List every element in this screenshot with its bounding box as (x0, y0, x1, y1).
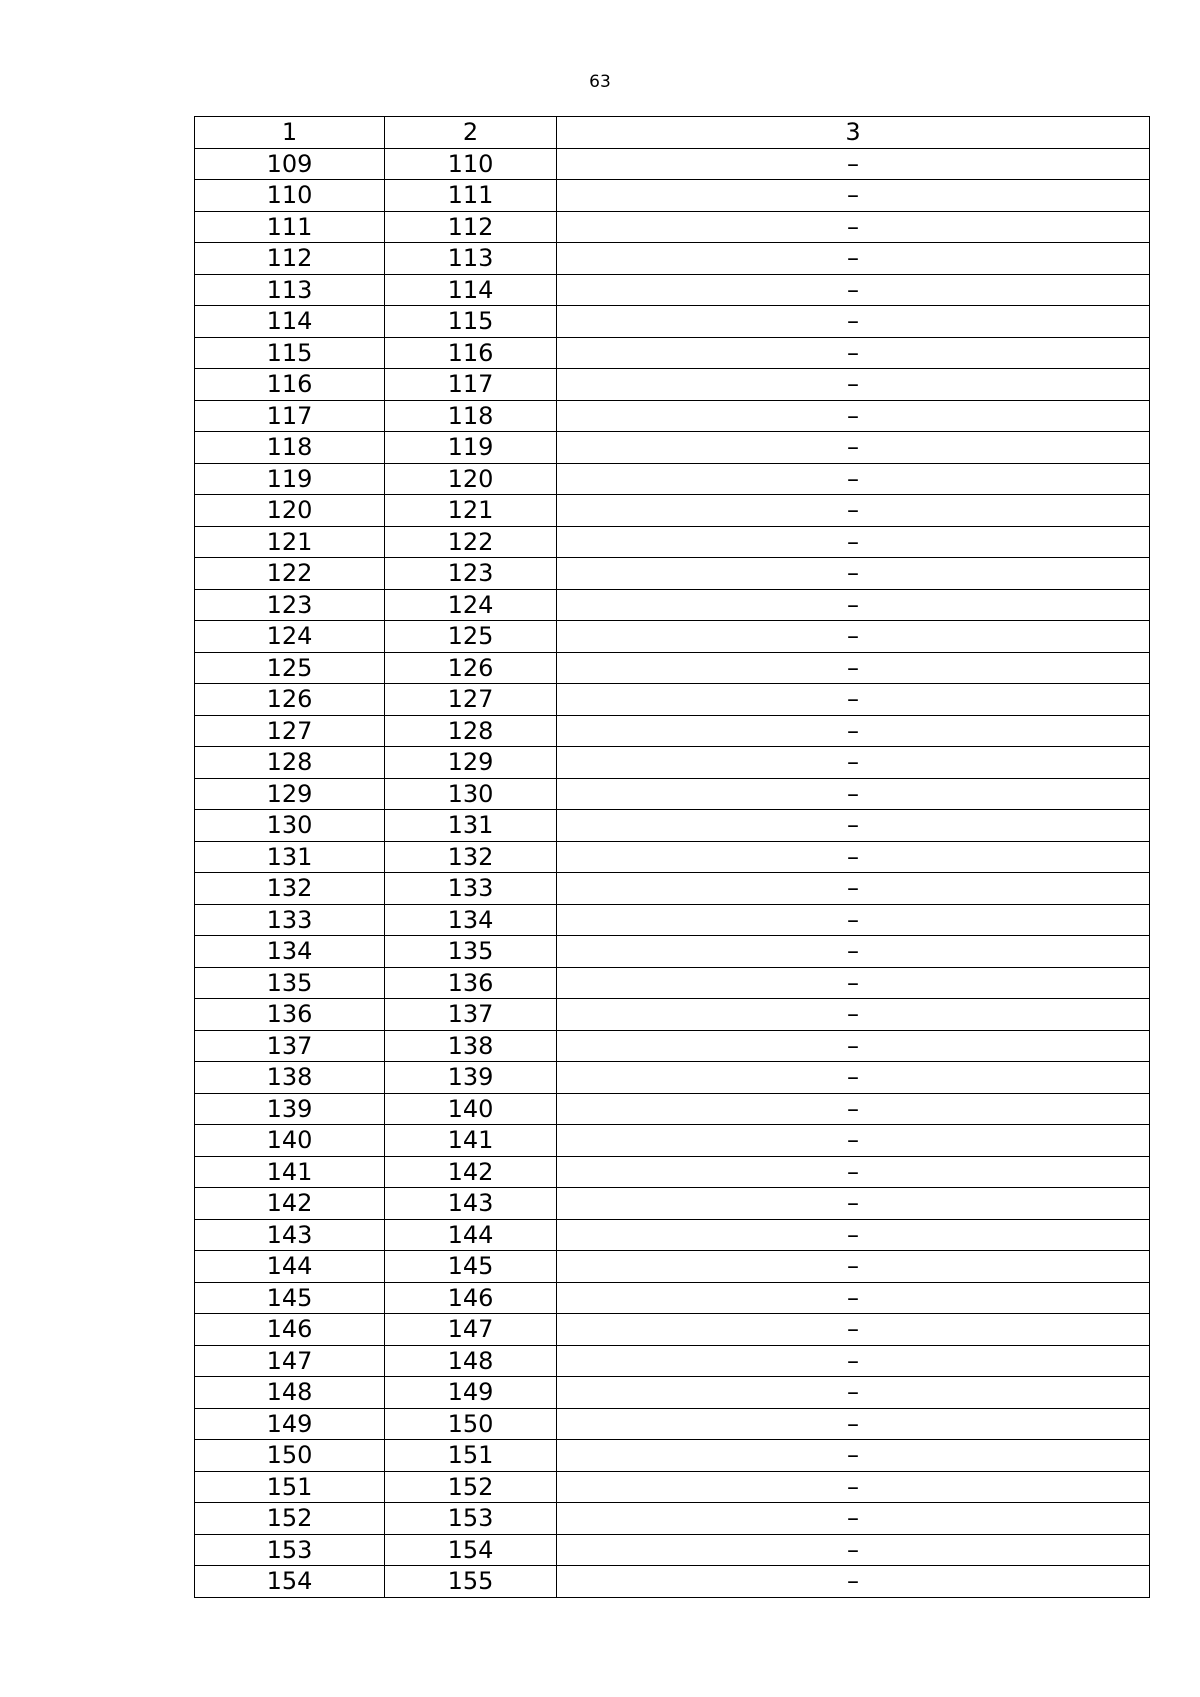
table-row (195, 243, 1150, 275)
table-row (195, 463, 1150, 495)
table-cell-col-1: 133 (195, 904, 385, 936)
table-row (195, 715, 1150, 747)
table-cell-col-1: 154 (195, 1566, 385, 1598)
table-cell-col-3: – (557, 148, 1150, 180)
table-cell-col-3: – (557, 1282, 1150, 1314)
table-row (195, 1251, 1150, 1283)
table-cell-col-2: 140 (385, 1093, 557, 1125)
table-row (195, 1188, 1150, 1220)
table-cell-col-1: 122 (195, 558, 385, 590)
table-cell-col-2: 115 (385, 306, 557, 338)
table-cell-col-3: – (557, 652, 1150, 684)
table-cell-col-1: 144 (195, 1251, 385, 1283)
table-cell-col-2: 143 (385, 1188, 557, 1220)
table-cell-col-2: 154 (385, 1534, 557, 1566)
table-cell-col-2: 137 (385, 999, 557, 1031)
table-row (195, 589, 1150, 621)
table-cell-col-3: – (557, 1566, 1150, 1598)
table-row (195, 1503, 1150, 1535)
table-row (195, 1377, 1150, 1409)
table-cell-col-3: – (557, 180, 1150, 212)
table-row (195, 747, 1150, 779)
table-row (195, 148, 1150, 180)
table-cell-col-2: 116 (385, 337, 557, 369)
table-cell-col-2: 123 (385, 558, 557, 590)
table-cell-col-3: – (557, 1314, 1150, 1346)
table-row (195, 495, 1150, 527)
table-cell-col-2: 153 (385, 1503, 557, 1535)
column-header-1: 1 (195, 117, 385, 149)
table-row (195, 1534, 1150, 1566)
table-row (195, 211, 1150, 243)
table-cell-col-3: – (557, 1408, 1150, 1440)
table-cell-col-1: 121 (195, 526, 385, 558)
table-row (195, 432, 1150, 464)
data-table (194, 116, 1150, 1598)
table-row (195, 1566, 1150, 1598)
table-cell-col-2: 149 (385, 1377, 557, 1409)
table-row (195, 1408, 1150, 1440)
table-row (195, 778, 1150, 810)
table-row (195, 1471, 1150, 1503)
table-row (195, 369, 1150, 401)
table-cell-col-1: 151 (195, 1471, 385, 1503)
table-cell-col-3: – (557, 1534, 1150, 1566)
table-cell-col-2: 111 (385, 180, 557, 212)
table-cell-col-1: 124 (195, 621, 385, 653)
table-cell-col-2: 130 (385, 778, 557, 810)
table-cell-col-2: 117 (385, 369, 557, 401)
table-row (195, 1125, 1150, 1157)
table-cell-col-2: 119 (385, 432, 557, 464)
table-cell-col-1: 128 (195, 747, 385, 779)
table-cell-col-2: 113 (385, 243, 557, 275)
table-cell-col-2: 148 (385, 1345, 557, 1377)
table-cell-col-3: – (557, 1251, 1150, 1283)
table-cell-col-2: 151 (385, 1440, 557, 1472)
table-row (195, 1345, 1150, 1377)
table-cell-col-2: 139 (385, 1062, 557, 1094)
table-cell-col-1: 152 (195, 1503, 385, 1535)
table-row (195, 1282, 1150, 1314)
table-cell-col-2: 126 (385, 652, 557, 684)
table-cell-col-2: 120 (385, 463, 557, 495)
table-row (195, 1030, 1150, 1062)
table-cell-col-2: 136 (385, 967, 557, 999)
table-cell-col-1: 130 (195, 810, 385, 842)
table-cell-col-1: 129 (195, 778, 385, 810)
table-cell-col-1: 119 (195, 463, 385, 495)
table-row (195, 621, 1150, 653)
table-cell-col-3: – (557, 1062, 1150, 1094)
table-cell-col-2: 124 (385, 589, 557, 621)
table-cell-col-1: 126 (195, 684, 385, 716)
table-cell-col-1: 111 (195, 211, 385, 243)
table-cell-col-3: – (557, 1377, 1150, 1409)
table-cell-col-1: 153 (195, 1534, 385, 1566)
table-cell-col-3: – (557, 1030, 1150, 1062)
table-cell-col-2: 129 (385, 747, 557, 779)
table-row (195, 904, 1150, 936)
table-row (195, 684, 1150, 716)
table-row (195, 1440, 1150, 1472)
page-number: 63 (589, 72, 611, 92)
table-cell-col-3: – (557, 778, 1150, 810)
table-cell-col-2: 133 (385, 873, 557, 905)
table-row (195, 526, 1150, 558)
table-cell-col-1: 127 (195, 715, 385, 747)
table-cell-col-1: 115 (195, 337, 385, 369)
table-cell-col-3: – (557, 1219, 1150, 1251)
column-header-3: 3 (557, 117, 1150, 149)
table-row (195, 180, 1150, 212)
table-row (195, 936, 1150, 968)
table-cell-col-1: 136 (195, 999, 385, 1031)
table-cell-col-3: – (557, 211, 1150, 243)
table-cell-col-3: – (557, 1188, 1150, 1220)
table-cell-col-2: 121 (385, 495, 557, 527)
table-cell-col-2: 152 (385, 1471, 557, 1503)
table-cell-col-3: – (557, 1125, 1150, 1157)
table-cell-col-3: – (557, 810, 1150, 842)
table-cell-col-1: 143 (195, 1219, 385, 1251)
table-cell-col-3: – (557, 936, 1150, 968)
table-cell-col-3: – (557, 243, 1150, 275)
table-cell-col-3: – (557, 747, 1150, 779)
table-cell-col-3: – (557, 873, 1150, 905)
table-cell-col-3: – (557, 1503, 1150, 1535)
table-cell-col-1: 137 (195, 1030, 385, 1062)
table-cell-col-1: 145 (195, 1282, 385, 1314)
table-cell-col-1: 118 (195, 432, 385, 464)
table-cell-col-2: 128 (385, 715, 557, 747)
table-cell-col-2: 142 (385, 1156, 557, 1188)
table-cell-col-3: – (557, 558, 1150, 590)
table-cell-col-2: 118 (385, 400, 557, 432)
table-cell-col-3: – (557, 1345, 1150, 1377)
table-header (195, 117, 1150, 149)
table-cell-col-1: 140 (195, 1125, 385, 1157)
table-row (195, 1156, 1150, 1188)
table-cell-col-3: – (557, 369, 1150, 401)
header-row (195, 117, 1150, 149)
table-cell-col-3: – (557, 400, 1150, 432)
table-cell-col-2: 147 (385, 1314, 557, 1346)
table-cell-col-2: 144 (385, 1219, 557, 1251)
table-cell-col-2: 132 (385, 841, 557, 873)
table-row (195, 1314, 1150, 1346)
table-cell-col-1: 132 (195, 873, 385, 905)
table-cell-col-1: 123 (195, 589, 385, 621)
table-cell-col-1: 135 (195, 967, 385, 999)
table-cell-col-1: 109 (195, 148, 385, 180)
table-cell-col-1: 138 (195, 1062, 385, 1094)
table-cell-col-3: – (557, 495, 1150, 527)
table-row (195, 967, 1150, 999)
table-cell-col-3: – (557, 904, 1150, 936)
table-row (195, 274, 1150, 306)
table-cell-col-3: – (557, 306, 1150, 338)
table-cell-col-1: 112 (195, 243, 385, 275)
table-row (195, 873, 1150, 905)
table-cell-col-3: – (557, 999, 1150, 1031)
table-cell-col-2: 141 (385, 1125, 557, 1157)
table-cell-col-2: 155 (385, 1566, 557, 1598)
table-cell-col-3: – (557, 1440, 1150, 1472)
table-row (195, 337, 1150, 369)
table-cell-col-1: 114 (195, 306, 385, 338)
table-cell-col-3: – (557, 684, 1150, 716)
table-cell-col-1: 150 (195, 1440, 385, 1472)
table-cell-col-3: – (557, 1471, 1150, 1503)
table-cell-col-3: – (557, 337, 1150, 369)
table-cell-col-1: 148 (195, 1377, 385, 1409)
table-row (195, 810, 1150, 842)
table-cell-col-3: – (557, 274, 1150, 306)
table-cell-col-1: 142 (195, 1188, 385, 1220)
table-cell-col-1: 117 (195, 400, 385, 432)
table-cell-col-3: – (557, 621, 1150, 653)
table-cell-col-1: 113 (195, 274, 385, 306)
table-cell-col-2: 145 (385, 1251, 557, 1283)
table-cell-col-3: – (557, 715, 1150, 747)
table-cell-col-3: – (557, 1156, 1150, 1188)
table-row (195, 841, 1150, 873)
table-cell-col-2: 134 (385, 904, 557, 936)
table-cell-col-2: 110 (385, 148, 557, 180)
table-row (195, 1219, 1150, 1251)
table-cell-col-2: 146 (385, 1282, 557, 1314)
table-cell-col-1: 147 (195, 1345, 385, 1377)
table-row (195, 999, 1150, 1031)
table-cell-col-3: – (557, 526, 1150, 558)
table-cell-col-2: 112 (385, 211, 557, 243)
table-cell-col-3: – (557, 432, 1150, 464)
table-cell-col-3: – (557, 1093, 1150, 1125)
table-cell-col-2: 150 (385, 1408, 557, 1440)
table-cell-col-1: 149 (195, 1408, 385, 1440)
table-body (195, 148, 1150, 1597)
table-cell-col-1: 134 (195, 936, 385, 968)
table-row (195, 1062, 1150, 1094)
table-cell-col-1: 116 (195, 369, 385, 401)
table-row (195, 306, 1150, 338)
column-header-2: 2 (385, 117, 557, 149)
table-cell-col-2: 122 (385, 526, 557, 558)
table-cell-col-2: 135 (385, 936, 557, 968)
table-cell-col-1: 120 (195, 495, 385, 527)
table-cell-col-2: 125 (385, 621, 557, 653)
table-cell-col-1: 141 (195, 1156, 385, 1188)
table-cell-col-1: 110 (195, 180, 385, 212)
table-cell-col-2: 114 (385, 274, 557, 306)
table-row (195, 1093, 1150, 1125)
table-cell-col-1: 131 (195, 841, 385, 873)
table-cell-col-2: 131 (385, 810, 557, 842)
table-cell-col-3: – (557, 589, 1150, 621)
table-cell-col-3: – (557, 841, 1150, 873)
table-cell-col-1: 125 (195, 652, 385, 684)
table-cell-col-1: 139 (195, 1093, 385, 1125)
table-row (195, 400, 1150, 432)
table-cell-col-2: 127 (385, 684, 557, 716)
table-cell-col-2: 138 (385, 1030, 557, 1062)
table-cell-col-1: 146 (195, 1314, 385, 1346)
table-cell-col-3: – (557, 463, 1150, 495)
table-row (195, 652, 1150, 684)
table-row (195, 558, 1150, 590)
table-cell-col-3: – (557, 967, 1150, 999)
